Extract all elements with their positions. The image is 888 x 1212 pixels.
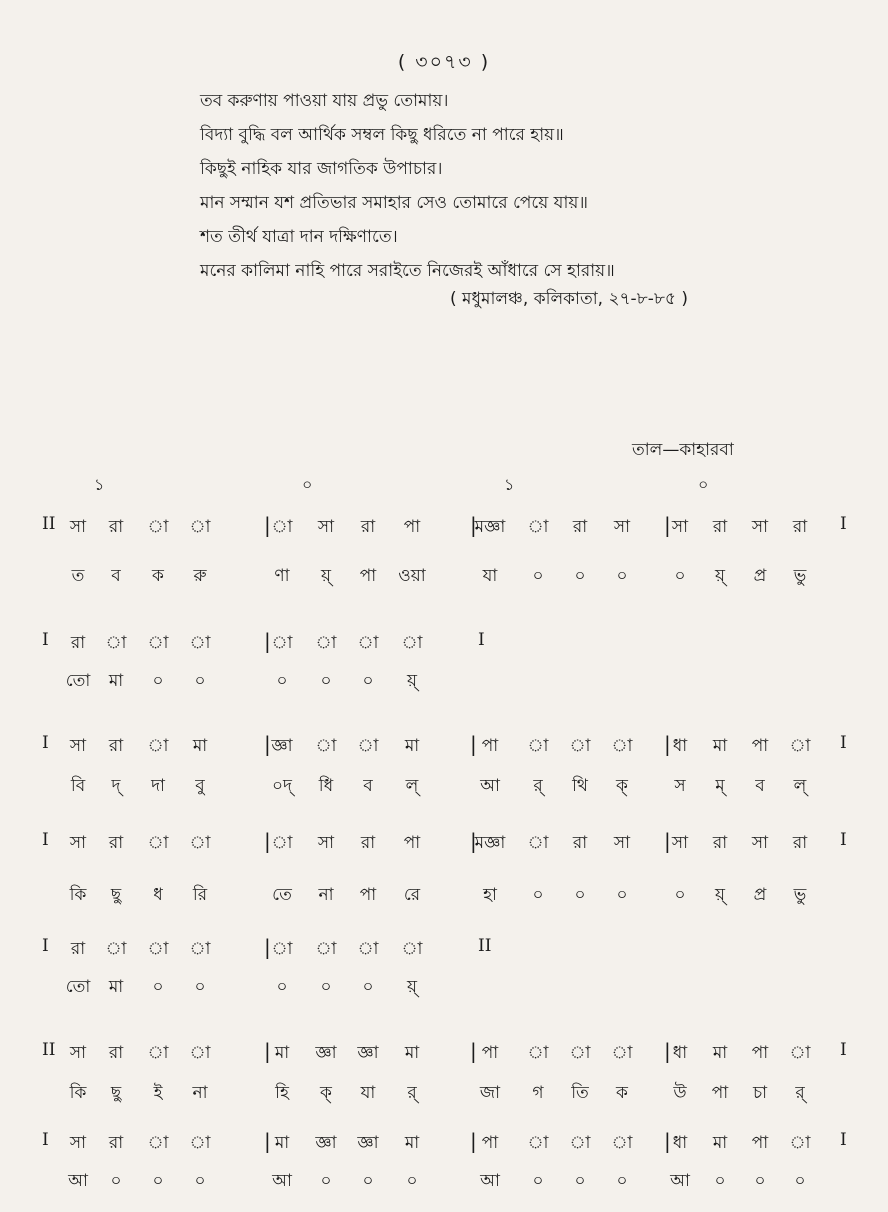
- note: মা: [274, 1043, 290, 1063]
- barline: |: [664, 732, 671, 756]
- syllable: বু: [195, 776, 205, 796]
- syllable-row: [0, 882, 888, 912]
- note: া: [271, 833, 293, 853]
- syllable: ০: [574, 885, 586, 905]
- syllable: পা: [359, 566, 377, 586]
- note: জ্ঞা: [315, 1133, 337, 1153]
- syllable: চা: [752, 1083, 768, 1103]
- note: পা: [403, 833, 421, 853]
- note: রা: [108, 833, 124, 853]
- syllable: প্র: [753, 566, 767, 586]
- page-number: ( ৩০৭৩ ): [397, 51, 491, 73]
- note: া: [527, 517, 549, 537]
- notation-row: [0, 830, 888, 860]
- syllable: হা: [483, 885, 497, 905]
- note: া: [271, 517, 293, 537]
- barline: |: [264, 935, 271, 959]
- notation-row: [0, 1130, 888, 1160]
- syllable-row: [0, 563, 888, 593]
- syllable: ০: [152, 671, 164, 691]
- note: জ্ঞা: [357, 1133, 379, 1153]
- beat-markers: [0, 472, 888, 496]
- note: া: [611, 1133, 633, 1153]
- barline: |: [264, 829, 271, 853]
- syllable: যা: [360, 1083, 376, 1103]
- syllable: ০: [276, 671, 288, 691]
- note: পা: [481, 1133, 499, 1153]
- barline-end: I: [840, 1040, 847, 1060]
- syllable: য়্: [714, 566, 725, 586]
- syllable: ব: [111, 566, 121, 586]
- syllable: পা: [711, 1083, 729, 1103]
- note: া: [569, 1133, 591, 1153]
- lyric-line: বিদ্যা বুদ্ধি বল আর্থিক সম্বল কিছু ধরিতে না পারে হায়॥: [200, 125, 564, 145]
- barline-start: I: [42, 936, 49, 956]
- syllable: কি: [69, 1083, 87, 1103]
- barline: |: [264, 732, 271, 756]
- syllable: পা: [359, 885, 377, 905]
- syllable: ০: [616, 1171, 628, 1191]
- note: া: [569, 736, 591, 756]
- note: রা: [360, 517, 376, 537]
- syllable: গ: [532, 1083, 544, 1103]
- barline-end: I: [478, 630, 485, 650]
- syllable: ০: [110, 1171, 122, 1191]
- barline-start: I: [42, 1130, 49, 1150]
- note: া: [401, 939, 423, 959]
- syllable: তে: [272, 885, 292, 905]
- note: রা: [108, 1133, 124, 1153]
- syllable: ছু: [110, 885, 122, 905]
- syllable: ক্: [320, 1083, 332, 1103]
- syllable: য়্: [320, 566, 331, 586]
- note: রা: [108, 736, 124, 756]
- syllable: ব: [363, 776, 373, 796]
- syllable: ণা: [274, 566, 290, 586]
- note: পা: [481, 736, 499, 756]
- note: া: [569, 1043, 591, 1063]
- syllable: ০: [152, 977, 164, 997]
- syllable: য়্: [714, 885, 725, 905]
- barline-start: I: [42, 830, 49, 850]
- barline: |: [264, 513, 271, 537]
- syllable: ক: [152, 566, 164, 586]
- beat-marker: ০: [302, 475, 313, 494]
- lyric-line: কিছুই নাহিক যার জাগতিক উপাচার।: [200, 159, 443, 179]
- note: সা: [317, 833, 335, 853]
- syllable: ভু: [793, 885, 807, 905]
- note: ধা: [672, 1133, 688, 1153]
- note: া: [271, 939, 293, 959]
- note: া: [527, 736, 549, 756]
- syllable: ক্: [616, 776, 628, 796]
- syllable: ০: [320, 671, 332, 691]
- note: রা: [712, 517, 728, 537]
- note: া: [401, 633, 423, 653]
- syllable: ই: [153, 1083, 163, 1103]
- barline-end: I: [840, 1130, 847, 1150]
- syllable: জা: [479, 1083, 501, 1103]
- note: া: [147, 736, 169, 756]
- syllable: ০: [532, 885, 544, 905]
- notation-row: [0, 1040, 888, 1070]
- note: সা: [613, 517, 631, 537]
- lyric-line: তব করুণায় পাওয়া যায় প্রভু তোমায়।: [200, 91, 449, 111]
- syllable: র্: [533, 776, 543, 796]
- barline: |: [664, 513, 671, 537]
- notation-row: [0, 514, 888, 544]
- note: া: [271, 633, 293, 653]
- barline: |: [264, 629, 271, 653]
- note: সা: [69, 517, 87, 537]
- note: রা: [572, 833, 588, 853]
- syllable: র্: [407, 1083, 417, 1103]
- note: া: [357, 736, 379, 756]
- barline: |: [664, 1039, 671, 1063]
- note: পা: [751, 1133, 769, 1153]
- syllable: ধ: [153, 885, 163, 905]
- note: া: [357, 633, 379, 653]
- note: জ্ঞা: [271, 736, 293, 756]
- syllable: ব: [755, 776, 765, 796]
- note: া: [147, 633, 169, 653]
- syllable: ০: [532, 1171, 544, 1191]
- syllable: তো: [65, 977, 91, 997]
- note: া: [611, 1043, 633, 1063]
- syllable: রে: [403, 885, 421, 905]
- syllable: রি: [192, 885, 208, 905]
- syllable: ল্: [405, 776, 419, 796]
- notation-row: [0, 733, 888, 763]
- syllable: ০দ্: [272, 776, 292, 796]
- syllable-row: [0, 974, 888, 1004]
- syllable: র্: [795, 1083, 805, 1103]
- note: সা: [751, 517, 769, 537]
- syllable: ক: [616, 1083, 628, 1103]
- syllable: ০: [714, 1171, 726, 1191]
- syllable: ০: [362, 671, 374, 691]
- note: া: [189, 833, 211, 853]
- note: রা: [70, 633, 86, 653]
- syllable: আ: [68, 1171, 88, 1191]
- syllable: হি: [275, 1083, 289, 1103]
- lyric-line: মনের কালিমা নাহি পারে সরাইতে নিজেরই আঁধারে সে হারায়॥: [200, 261, 615, 281]
- syllable: ওয়া: [398, 566, 426, 586]
- beat-marker: ০: [698, 475, 709, 494]
- note: জ্ঞা: [315, 1043, 337, 1063]
- note: মজ্ঞা: [474, 517, 506, 537]
- note: া: [527, 1043, 549, 1063]
- barline: |: [664, 1129, 671, 1153]
- barline-end: I: [840, 733, 847, 753]
- syllable: ০: [152, 1171, 164, 1191]
- lyric-line: শত তীর্থ যাত্রা দান দক্ষিণাতে।: [200, 227, 398, 247]
- note: জ্ঞা: [357, 1043, 379, 1063]
- note: মা: [274, 1133, 290, 1153]
- note: া: [315, 736, 337, 756]
- syllable-row: [0, 1080, 888, 1110]
- note: মজ্ঞা: [474, 833, 506, 853]
- syllable: ০: [406, 1171, 418, 1191]
- note: া: [789, 736, 811, 756]
- barline-start: I: [42, 630, 49, 650]
- note: া: [789, 1133, 811, 1153]
- note: া: [147, 939, 169, 959]
- syllable: ম্: [715, 776, 725, 796]
- note: া: [147, 833, 169, 853]
- barline: |: [470, 513, 477, 537]
- syllable: আ: [670, 1171, 690, 1191]
- syllable: ভু: [793, 566, 807, 586]
- syllable: মা: [108, 977, 124, 997]
- syllable: মা: [108, 671, 124, 691]
- syllable: ০: [674, 566, 686, 586]
- syllable: রু: [193, 566, 207, 586]
- note: মা: [404, 736, 420, 756]
- note: রা: [792, 833, 808, 853]
- note: পা: [751, 1043, 769, 1063]
- note: রা: [70, 939, 86, 959]
- barline-start: I: [42, 733, 49, 753]
- syllable: য়্: [406, 977, 417, 997]
- syllable: ০: [754, 1171, 766, 1191]
- syllable: আ: [480, 776, 500, 796]
- syllable-row: [0, 1168, 888, 1198]
- syllable: ল্: [793, 776, 807, 796]
- tala-label: তাল—কাহারবা: [632, 440, 734, 460]
- note: রা: [108, 1043, 124, 1063]
- note: সা: [69, 833, 87, 853]
- attribution: ( মধুমালঞ্চ, কলিকাতা, ২৭-৮-৮৫ ): [450, 289, 688, 309]
- note: মা: [712, 1133, 728, 1153]
- syllable: ০: [320, 977, 332, 997]
- barline-start: II: [42, 1040, 56, 1060]
- syllable: ০: [674, 885, 686, 905]
- syllable: আ: [480, 1171, 500, 1191]
- syllable: ০: [794, 1171, 806, 1191]
- note: া: [611, 736, 633, 756]
- syllable: য়্: [406, 671, 417, 691]
- barline: |: [264, 1129, 271, 1153]
- note: রা: [572, 517, 588, 537]
- syllable: ছু: [110, 1083, 122, 1103]
- note: া: [357, 939, 379, 959]
- barline-end: II: [478, 936, 492, 956]
- note: া: [189, 633, 211, 653]
- note: রা: [792, 517, 808, 537]
- note: া: [189, 517, 211, 537]
- note: া: [315, 633, 337, 653]
- note: সা: [69, 1043, 87, 1063]
- syllable: ০: [194, 977, 206, 997]
- note: া: [147, 1043, 169, 1063]
- note: পা: [403, 517, 421, 537]
- barline: |: [470, 732, 477, 756]
- note: ধা: [672, 736, 688, 756]
- syllable: ০: [574, 1171, 586, 1191]
- syllable: ০: [276, 977, 288, 997]
- syllable: বি: [70, 776, 86, 796]
- barline: |: [470, 829, 477, 853]
- barline: |: [470, 1039, 477, 1063]
- syllable-row: [0, 773, 888, 803]
- note: া: [105, 633, 127, 653]
- barline: |: [664, 829, 671, 853]
- barline: |: [470, 1129, 477, 1153]
- syllable: যা: [482, 566, 498, 586]
- lyrics-block: [200, 84, 800, 288]
- note: রা: [712, 833, 728, 853]
- syllable: আ: [272, 1171, 292, 1191]
- syllable: দ্: [111, 776, 121, 796]
- note: সা: [317, 517, 335, 537]
- syllable: উ: [673, 1083, 687, 1103]
- syllable: ধি: [318, 776, 334, 796]
- note: মা: [712, 736, 728, 756]
- note: সা: [751, 833, 769, 853]
- syllable: স: [674, 776, 686, 796]
- note: রা: [360, 833, 376, 853]
- note: া: [105, 939, 127, 959]
- note: মা: [404, 1133, 420, 1153]
- note: ধা: [672, 1043, 688, 1063]
- note: া: [147, 517, 169, 537]
- note: া: [189, 939, 211, 959]
- note: সা: [613, 833, 631, 853]
- beat-marker: ১: [94, 475, 105, 494]
- note: মা: [404, 1043, 420, 1063]
- note: া: [315, 939, 337, 959]
- beat-marker: ১: [504, 475, 515, 494]
- note: মা: [712, 1043, 728, 1063]
- note: সা: [69, 1133, 87, 1153]
- note: পা: [481, 1043, 499, 1063]
- note: া: [789, 1043, 811, 1063]
- syllable: ০: [532, 566, 544, 586]
- syllable: ০: [616, 885, 628, 905]
- notation-row: [0, 630, 888, 660]
- syllable: ০: [616, 566, 628, 586]
- note: া: [189, 1133, 211, 1153]
- syllable: ০: [362, 1171, 374, 1191]
- syllable: না: [318, 885, 334, 905]
- syllable: ত: [71, 566, 85, 586]
- note: সা: [69, 736, 87, 756]
- barline-start: II: [42, 514, 56, 534]
- note: পা: [751, 736, 769, 756]
- barline-end: I: [840, 830, 847, 850]
- syllable: প্র: [753, 885, 767, 905]
- syllable: তো: [65, 671, 91, 691]
- note: া: [527, 833, 549, 853]
- notation-row: [0, 936, 888, 966]
- syllable: কি: [69, 885, 87, 905]
- syllable-row: [0, 668, 888, 698]
- note: া: [527, 1133, 549, 1153]
- syllable: দা: [151, 776, 165, 796]
- note: সা: [671, 833, 689, 853]
- syllable: ০: [574, 566, 586, 586]
- lyric-line: মান সম্মান যশ প্রতিভার সমাহার সেও তোমারে পেয়ে যায়॥: [200, 193, 589, 213]
- note: রা: [108, 517, 124, 537]
- syllable: ০: [194, 671, 206, 691]
- note: া: [147, 1133, 169, 1153]
- barline: |: [264, 1039, 271, 1063]
- note: া: [189, 1043, 211, 1063]
- syllable: ০: [362, 977, 374, 997]
- syllable: ০: [320, 1171, 332, 1191]
- syllable: থি: [572, 776, 588, 796]
- syllable: ০: [194, 1171, 206, 1191]
- barline-end: I: [840, 514, 847, 534]
- syllable: না: [192, 1083, 208, 1103]
- note: মা: [192, 736, 208, 756]
- syllable: তি: [571, 1083, 589, 1103]
- note: সা: [671, 517, 689, 537]
